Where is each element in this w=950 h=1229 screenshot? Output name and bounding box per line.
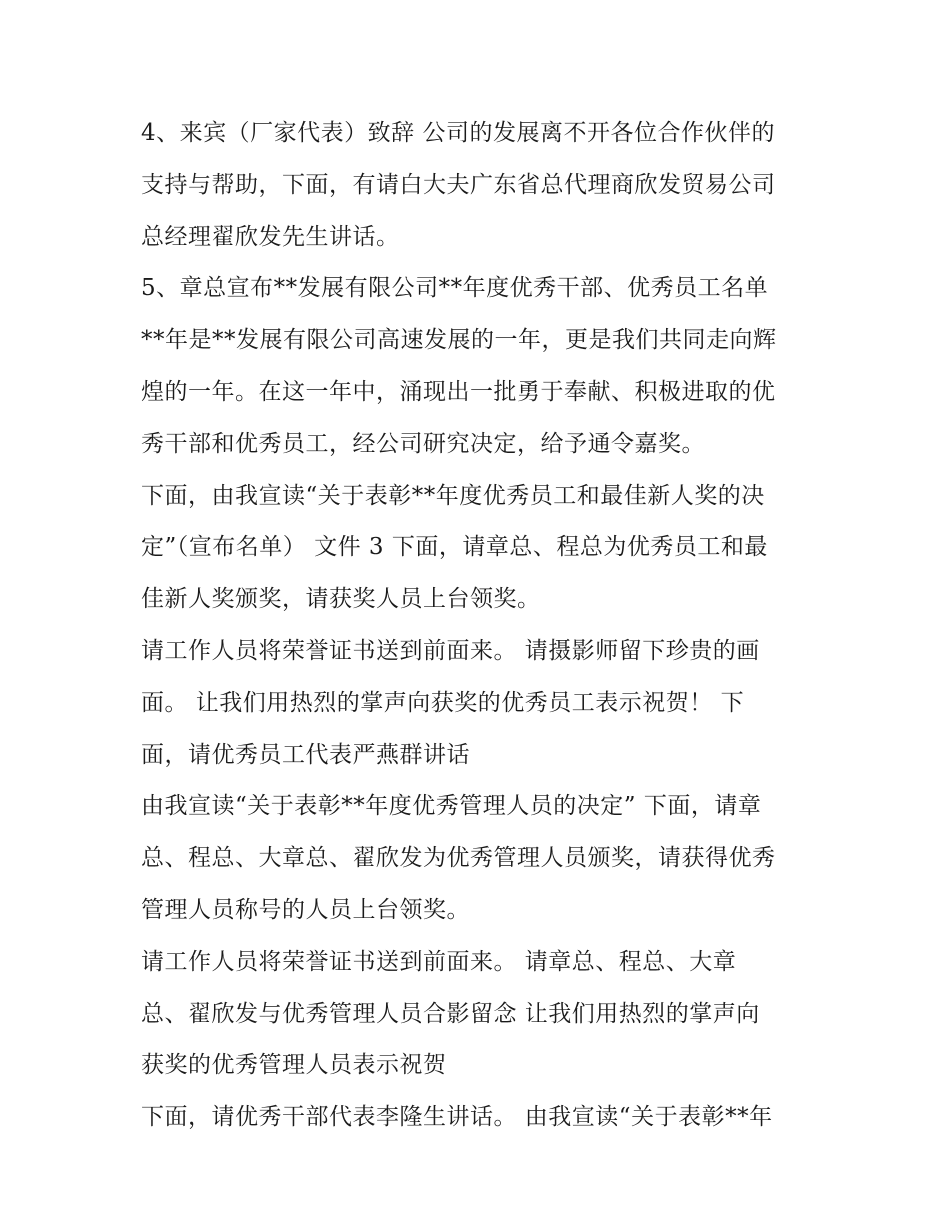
text-line: 定”（宣布名单） 文件 3 下面，请章总、程总为优秀员工和最 [141,534,768,561]
text-line: 5、章总宣布**发展有限公司**年度优秀干部、优秀员工名单 [141,275,769,302]
text-line: 总经理翟欣发先生讲话。 [141,223,400,250]
text-line: 获奖的优秀管理人员表示祝贺 [141,1052,447,1079]
text-line: 请工作人员将荣誉证书送到前面来。 请摄影师留下珍贵的画 [141,637,760,664]
text-line: 煌的一年。在这一年中，涌现出一批勇于奉献、积极进取的优 [141,378,776,405]
text-line: 支持与帮助，下面，有请白大夫广东省总代理商欣发贸易公司 [141,171,776,198]
text-line: 秀干部和优秀员工，经公司研究决定，给予通令嘉奖。 [141,430,705,457]
text-line: 请工作人员将荣誉证书送到前面来。 请章总、程总、大章 [141,948,737,975]
text-line: **年是**发展有限公司高速发展的一年，更是我们共同走向辉 [141,327,777,354]
text-line: 下面，请优秀干部代表李隆生讲话。 由我宣读“关于表彰**年 [141,1104,773,1131]
text-line: 下面，由我宣读“关于表彰**年度优秀员工和最佳新人奖的决 [141,482,765,509]
document-body [141,108,821,1144]
text-line: 由我宣读“关于表彰**年度优秀管理人员的决定” 下面，请章 [141,793,762,820]
text-line: 面，请优秀员工代表严燕群讲话 [141,741,470,768]
text-line: 佳新人奖颁奖，请获奖人员上台领奖。 [141,586,541,613]
text-line: 总、翟欣发与优秀管理人员合影留念 让我们用热烈的掌声向 [141,1000,760,1027]
text-line: 管理人员称号的人员上台领奖。 [141,896,470,923]
text-line: 总、程总、大章总、翟欣发为优秀管理人员颁奖，请获得优秀 [141,845,776,872]
text-line: 面。 让我们用热烈的掌声向获奖的优秀员工表示祝贺！ 下 [141,689,745,716]
text-line: 4、来宾（厂家代表）致辞 公司的发展离不开各位合作伙伴的 [141,120,775,146]
